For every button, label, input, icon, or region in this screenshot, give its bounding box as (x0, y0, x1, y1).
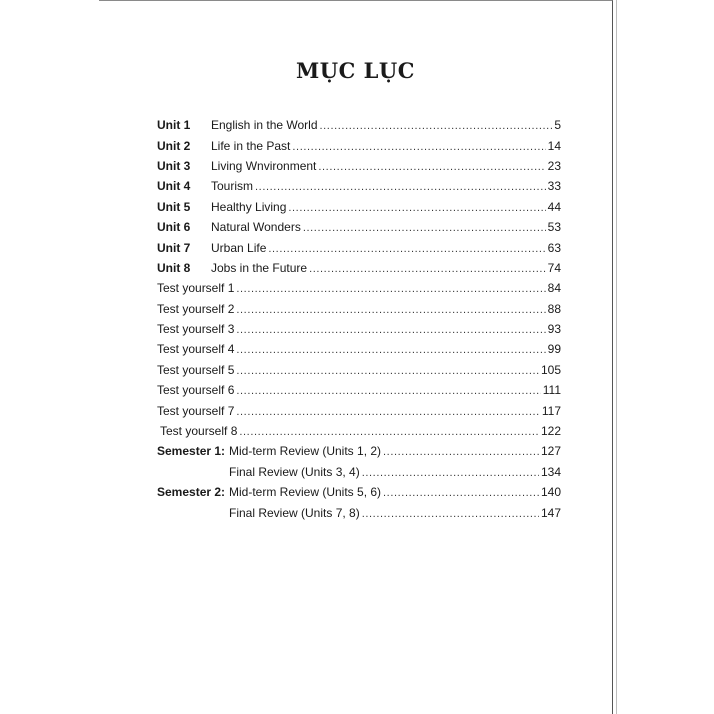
page-number: 84 (547, 281, 561, 296)
dot-leader (236, 385, 540, 397)
page-number: 99 (547, 342, 561, 357)
unit-label: Unit 8 (157, 260, 191, 275)
page-number: 23 (547, 158, 561, 173)
page-number: 122 (540, 424, 561, 439)
toc-entry-test-6 (157, 380, 561, 400)
toc-entry-semester-1-midterm (157, 441, 561, 461)
page-number: 88 (547, 301, 561, 316)
dot-leader (362, 508, 539, 520)
page-number: 44 (547, 199, 561, 214)
entry-title: Life in the Past (211, 138, 291, 153)
toc-entry-test-2 (157, 299, 561, 319)
dot-leader (383, 446, 539, 458)
entry-title: Urban Life (211, 240, 267, 255)
toc-entry-unit-8 (157, 258, 561, 278)
entry-title: Test yourself 6 (157, 383, 235, 398)
dot-leader (239, 426, 539, 438)
toc-entry-semester-2-final (157, 502, 561, 522)
dot-leader (309, 263, 546, 275)
semester-label: Semester 1: (157, 444, 226, 459)
page-title: MỤC LỤC (296, 58, 415, 83)
entry-title: Living Wnvironment (211, 158, 317, 173)
dot-leader (236, 344, 545, 356)
page-number: 33 (547, 179, 561, 194)
unit-label: Unit 7 (157, 240, 191, 255)
toc-entry-unit-7 (157, 237, 561, 257)
entry-title: Test yourself 8 (160, 424, 238, 439)
toc-entry-unit-2 (157, 135, 561, 155)
toc-entry-test-8 (157, 421, 561, 441)
table-of-contents (157, 115, 561, 523)
page-number: 74 (547, 260, 561, 275)
unit-label: Unit 4 (157, 179, 191, 194)
toc-entry-unit-6 (157, 217, 561, 237)
entry-title: English in the World (211, 118, 318, 133)
dot-leader (236, 304, 545, 316)
toc-entry-semester-2-midterm (157, 482, 561, 502)
toc-entry-test-7 (157, 400, 561, 420)
page-number: 111 (542, 383, 561, 398)
toc-entry-unit-3 (157, 156, 561, 176)
toc-entry-test-3 (157, 319, 561, 339)
unit-label: Unit 3 (157, 158, 191, 173)
dot-leader (362, 467, 539, 479)
entry-title: Healthy Living (211, 199, 287, 214)
unit-label: Unit 1 (157, 118, 191, 133)
page-number: 93 (547, 322, 561, 337)
page-number: 147 (540, 505, 561, 520)
dot-leader (318, 161, 545, 173)
entry-title: Tourism (211, 179, 254, 194)
dot-leader (255, 181, 546, 193)
dot-leader (268, 243, 545, 255)
toc-entry-test-5 (157, 360, 561, 380)
toc-entry-test-4 (157, 339, 561, 359)
dot-leader (288, 202, 545, 214)
unit-label: Unit 5 (157, 199, 191, 214)
page-number: 5 (554, 118, 561, 133)
unit-label: Unit 6 (157, 220, 191, 235)
dot-leader (383, 487, 539, 499)
dot-leader (320, 120, 553, 132)
semester-label: Semester 2: (157, 485, 226, 500)
dot-leader (236, 283, 545, 295)
entry-title: Test yourself 7 (157, 403, 235, 418)
entry-title: Test yourself 3 (157, 322, 235, 337)
entry-title: Mid-term Review (Units 5, 6) (229, 485, 382, 500)
toc-entry-unit-5 (157, 197, 561, 217)
toc-entry-test-1 (157, 278, 561, 298)
entry-title: Final Review (Units 3, 4) (229, 464, 360, 479)
entry-title: Test yourself 5 (157, 362, 235, 377)
entry-title: Test yourself 4 (157, 342, 235, 357)
dot-leader (236, 324, 545, 336)
entry-title: Test yourself 2 (157, 301, 235, 316)
page-number: 140 (540, 485, 561, 500)
page-number: 127 (540, 444, 561, 459)
dot-leader (236, 365, 539, 377)
entry-title: Jobs in the Future (211, 260, 308, 275)
entry-title: Natural Wonders (211, 220, 301, 235)
page-number: 53 (547, 220, 561, 235)
entry-title: Mid-term Review (Units 1, 2) (229, 444, 382, 459)
page-number: 105 (540, 362, 561, 377)
toc-entry-unit-4 (157, 176, 561, 196)
page-number: 117 (541, 403, 561, 418)
page-number: 63 (547, 240, 561, 255)
page-number: 14 (547, 138, 561, 153)
entry-title: Final Review (Units 7, 8) (229, 505, 360, 520)
unit-label: Unit 2 (157, 138, 191, 153)
dot-leader (292, 141, 545, 153)
dot-leader (236, 406, 539, 418)
page-number: 134 (540, 464, 561, 479)
dot-leader (303, 222, 546, 234)
page-edge (616, 0, 617, 714)
toc-entry-semester-1-final (157, 462, 561, 482)
entry-title: Test yourself 1 (157, 281, 235, 296)
toc-entry-unit-1 (157, 115, 561, 135)
